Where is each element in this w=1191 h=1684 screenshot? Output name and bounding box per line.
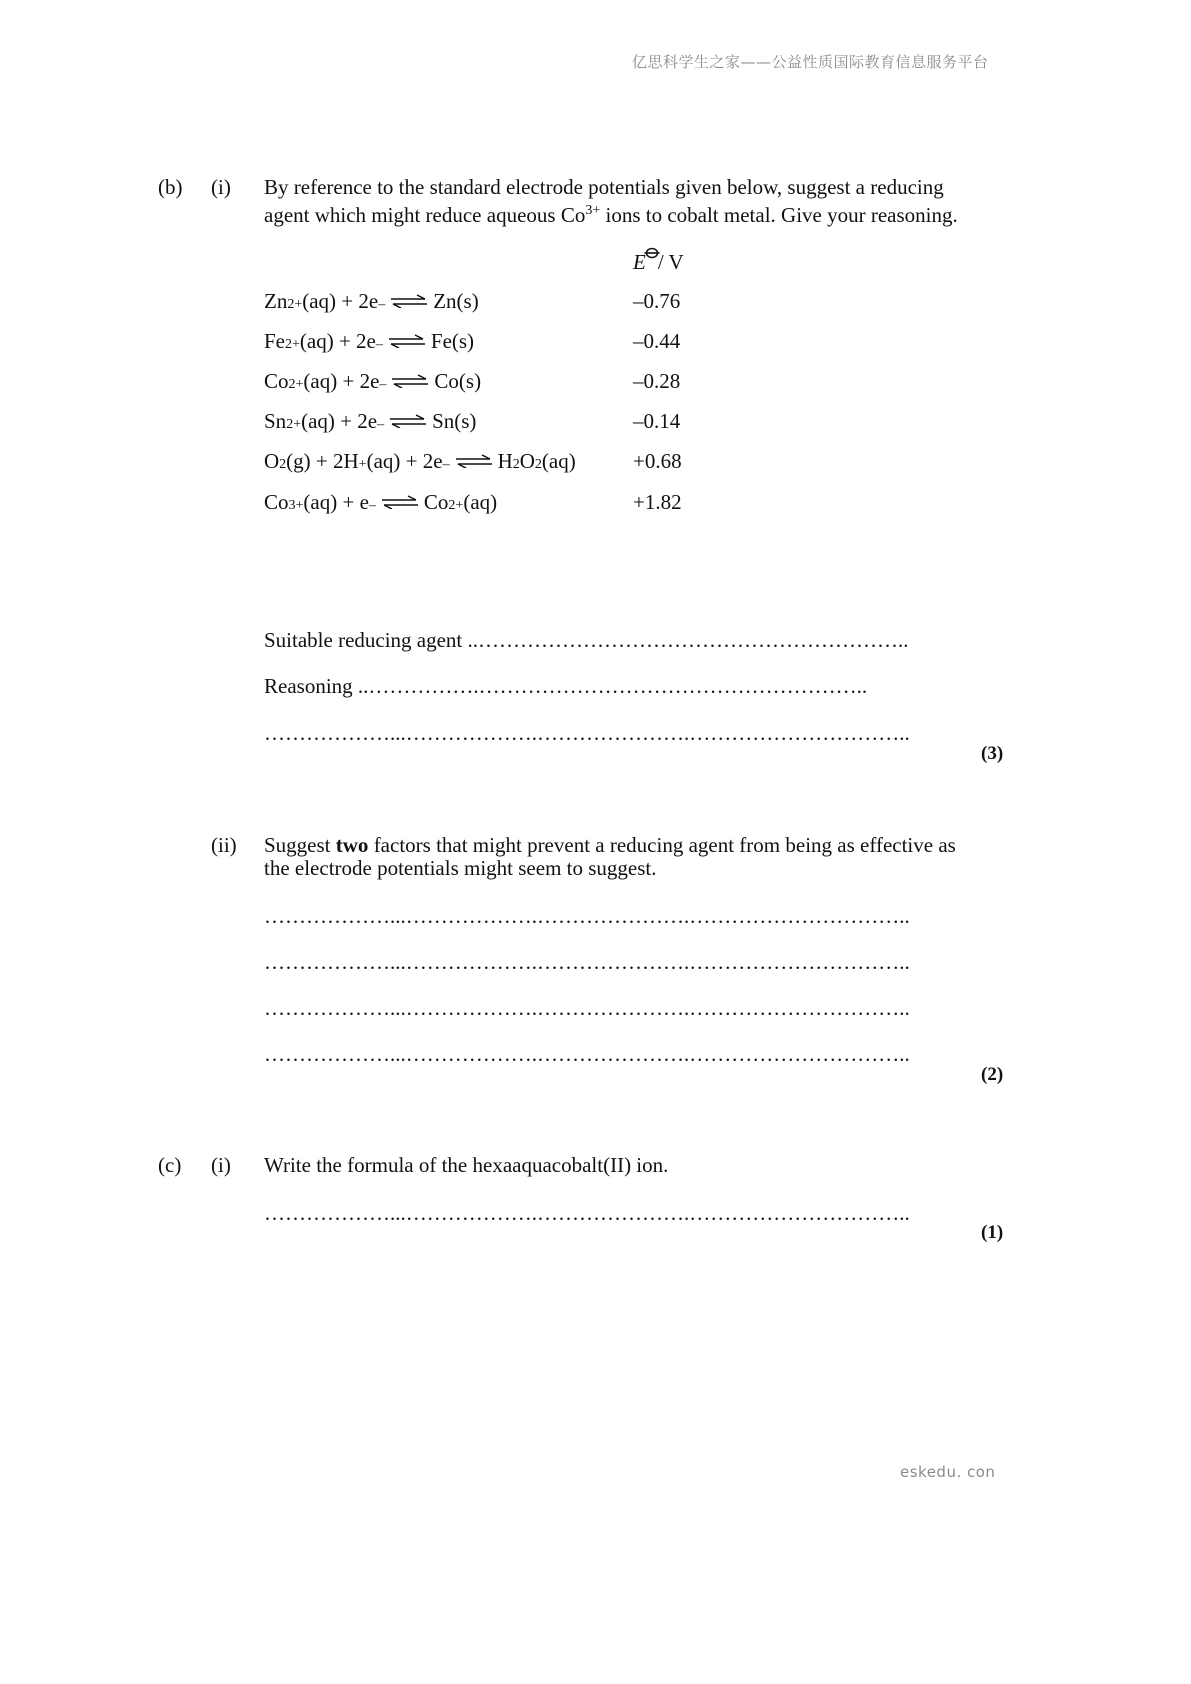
answer-line[interactable]: ………………...……………….………………….………………………….. <box>264 996 910 1020</box>
equilibrium-co2: Co 2+ (aq) + 2e – Co(s) <box>264 369 482 393</box>
answer-dots: …………….……………………………………………….. <box>368 674 868 698</box>
answer-reducing-agent-label: Suitable reducing agent .. <box>264 628 479 652</box>
equilibrium-arrows-icon <box>390 374 430 388</box>
answer-line[interactable]: ………………...……………….………………….………………………….. <box>264 904 910 928</box>
answer-reducing-agent[interactable] <box>264 627 909 654</box>
standard-state-icon <box>644 247 660 259</box>
equilibrium-arrows-icon <box>454 454 494 468</box>
equilibrium-arrows-icon <box>388 414 428 428</box>
unit: / V <box>657 250 684 274</box>
part-b-ii-label: (ii) <box>211 833 237 857</box>
marks-b-i: (3) <box>981 743 1004 764</box>
q-line2-sup: 3+ <box>585 203 601 218</box>
potential-sn: –0.14 <box>633 409 681 433</box>
equilibrium-co3: Co 3+ (aq) + e – Co 2+ (aq) <box>264 490 498 514</box>
part-c-label: (c) <box>158 1153 182 1177</box>
answer-line[interactable]: ………………...……………….………………….………………………….. <box>264 1042 910 1066</box>
potential-zn: –0.76 <box>633 289 681 313</box>
part-b-i-label: (i) <box>211 175 231 199</box>
marks-c-i: (1) <box>981 1222 1004 1243</box>
question-b-ii-line2: the electrode potentials might seem to suggest. <box>264 856 657 880</box>
equilibrium-arrows-icon <box>389 294 429 308</box>
watermark-footer: eskedu. con <box>900 1463 996 1481</box>
potential-fe: –0.44 <box>633 329 681 353</box>
q-line2-pre: agent which might reduce aqueous Co <box>264 203 586 227</box>
equilibrium-sn: Sn 2+ (aq) + 2e – Sn(s) <box>264 409 477 433</box>
equilibrium-fe: Fe 2+ (aq) + 2e – Fe(s) <box>264 329 475 353</box>
emphasis-two: two <box>335 833 369 857</box>
equilibrium-zn: Zn 2+ (aq) + 2e – Zn(s) <box>264 289 479 313</box>
equilibrium-arrows-icon <box>387 334 427 348</box>
answer-line[interactable]: ………………...……………….………………….………………………….. <box>264 950 910 974</box>
potential-o2: +0.68 <box>633 449 682 473</box>
question-b-i-line1: By reference to the standard electrode potentials given below, suggest a reducing <box>264 175 944 199</box>
question-b-ii-line1: Suggest two factors that might prevent a reducing agent from being as effective as <box>264 833 956 857</box>
potential-header <box>633 249 684 276</box>
answer-dots: …………………………………………………….. <box>478 628 909 652</box>
answer-reasoning-line2[interactable]: ………………...……………….………………….………………………….. <box>264 721 910 745</box>
q-line2-post: ions to cobalt metal. Give your reasoning. <box>600 203 958 227</box>
question-b-i-line2 <box>264 202 958 229</box>
potential-co: –0.28 <box>633 369 681 393</box>
equilibrium-o2: O 2 (g) + 2H + (aq) + 2e – H 2 O 2 (aq) <box>264 449 576 473</box>
question-c-i: Write the formula of the hexaaquacobalt(II) ion. <box>264 1153 669 1177</box>
answer-reasoning-label: Reasoning .. <box>264 674 369 698</box>
equilibrium-arrows-icon <box>380 495 420 509</box>
part-b-label: (b) <box>158 175 183 199</box>
part-c-i-label: (i) <box>211 1153 231 1177</box>
marks-b-ii: (2) <box>981 1064 1004 1085</box>
e-symbol: E <box>633 250 646 274</box>
answer-line[interactable]: ………………...……………….………………….………………………….. <box>264 1201 910 1225</box>
answer-reasoning[interactable] <box>264 673 867 700</box>
watermark-header: 亿思科学生之家——公益性质国际教育信息服务平台 <box>632 53 989 71</box>
potential-co3: +1.82 <box>633 490 682 514</box>
